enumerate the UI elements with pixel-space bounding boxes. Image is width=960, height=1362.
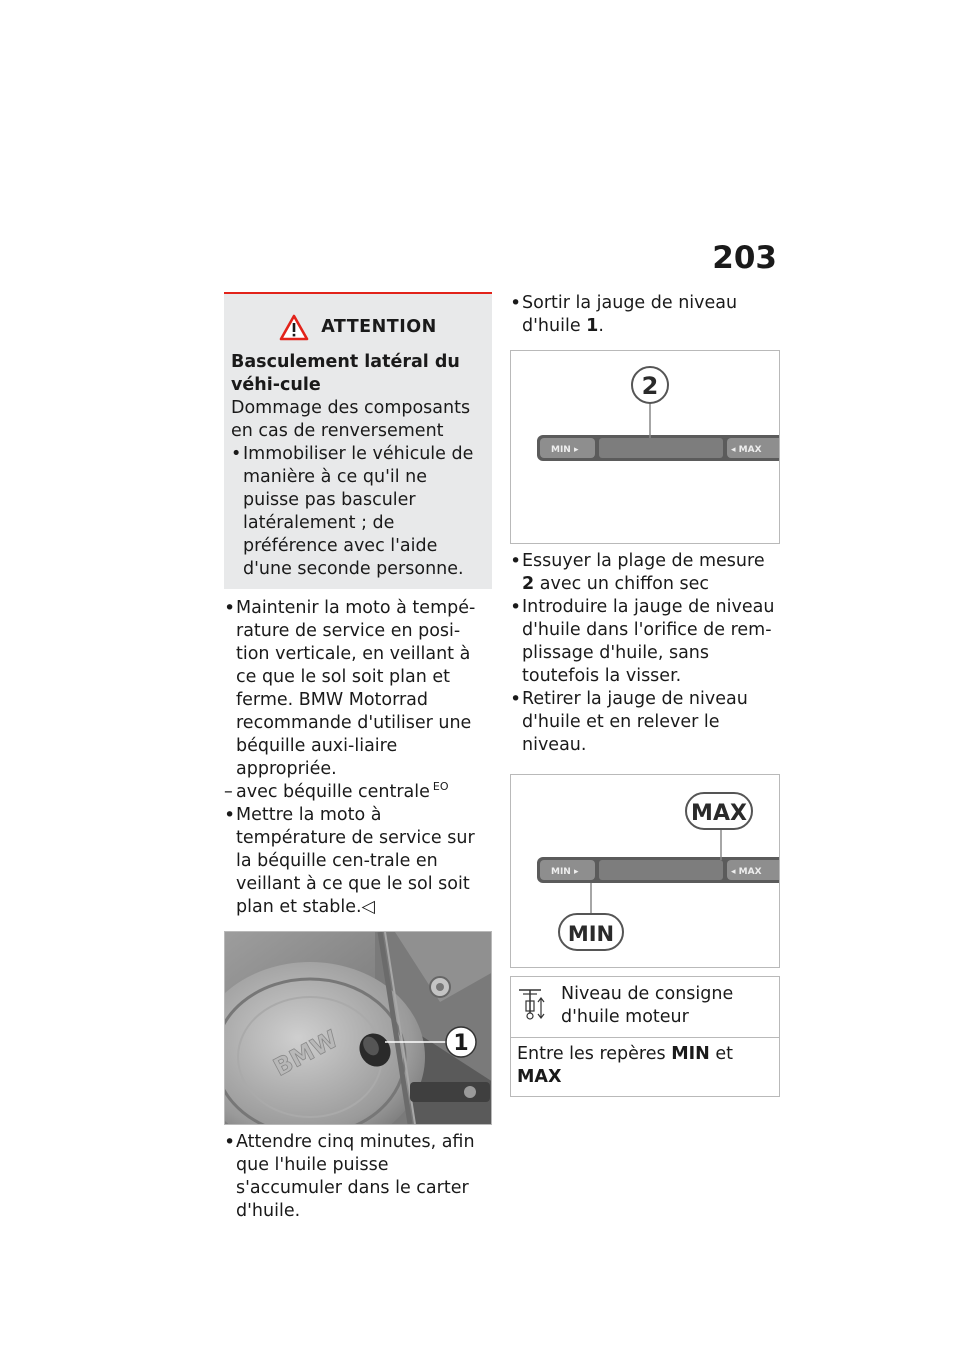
warning-action: • Immobiliser le véhicule de manière à ce qu'il ne puisse pas basculer latéralement ; de préférence avec l'aide d'une seconde personne.	[231, 443, 485, 581]
warning-description: Dommage des composants en cas de renversement	[231, 398, 471, 441]
oil-dipstick-icon	[517, 987, 547, 1021]
step-center-stand-text: Mettre la moto à température de service sur la béquille cen-trale en veillant à ce que le sol soit plan et stable.	[236, 805, 475, 917]
spec-label-row	[511, 977, 779, 1038]
dipstick-figure-2	[510, 774, 780, 968]
warning-box	[224, 292, 492, 589]
step-wipe-text: Essuyer la plage de mesure	[522, 551, 765, 571]
dipstick1-max-label: ◂ MAX	[731, 445, 762, 455]
right-column	[510, 292, 780, 1097]
spec-value-max: MAX	[517, 1067, 562, 1087]
condition-center-stand	[224, 781, 492, 804]
dipstick-figure-1	[510, 350, 780, 544]
page-number: 203	[712, 240, 777, 276]
warning-triangle-icon	[279, 314, 309, 341]
step-insert: • Introduire la jauge de niveau d'huile dans l'orifice de rem-plissage d'huile, sans toutefois la visser.	[510, 596, 780, 688]
spec-value-mid: et	[715, 1044, 733, 1064]
step-center-stand	[224, 804, 492, 919]
engine-photo	[224, 931, 492, 1125]
step-wipe-ref: 2	[522, 574, 535, 594]
dipstick-drawing-2	[511, 775, 780, 967]
step-wait: • Attendre cinq minutes, afin que l'huile puisse s'accumuler dans le carter d'huile.	[224, 1131, 492, 1223]
end-mark: ◁	[361, 897, 376, 917]
spec-value-prefix: Entre les repères	[517, 1044, 666, 1064]
dipstick2-min-label: MIN ▸	[551, 867, 579, 877]
dipstick-drawing-1	[511, 351, 780, 543]
step-wipe	[510, 550, 780, 596]
step-hold-upright: • Maintenir la moto à tempé-rature de service en posi-tion verticale, en veillant à ce que le sol soit plan et ferme. BMW Motorrad recommande d'utiliser une béquille auxi-liaire appropriée.	[224, 597, 492, 781]
left-column	[224, 292, 492, 1223]
step-wipe-text-end: avec un chiffon sec	[539, 574, 710, 594]
engine-logo: BMW	[268, 1024, 343, 1082]
dipstick2-max-label: ◂ MAX	[731, 867, 762, 877]
photo-callout-1: 1	[453, 1031, 469, 1056]
condition-text: avec béquille centrale	[236, 782, 430, 802]
engine-photo-drawing	[225, 932, 492, 1124]
step-read-level: • Retirer la jauge de niveau d'huile et en relever le niveau.	[510, 688, 780, 757]
step-remove-ref: 1	[586, 316, 599, 336]
dipstick2-callout-max: MAX	[691, 801, 747, 826]
step-remove-text: Sortir la jauge de niveau d'huile	[522, 293, 738, 336]
dipstick2-callout-min: MIN	[567, 922, 615, 946]
warning-header	[231, 314, 485, 341]
warning-heading: Basculement latéral du véhi-cule	[231, 352, 460, 395]
dipstick1-min-label: MIN ▸	[551, 445, 579, 455]
spec-value-min: MIN	[671, 1044, 710, 1064]
step-remove-dipstick: • Sortir la jauge de niveau d'huile 1.	[510, 292, 780, 338]
dipstick1-callout-2: 2	[641, 372, 659, 400]
condition-sup: EO	[432, 780, 449, 793]
spec-label: Niveau de consigne d'huile moteur	[561, 984, 734, 1027]
spec-table	[510, 976, 780, 1097]
warning-title: ATTENTION	[321, 317, 437, 337]
spec-value-row	[511, 1038, 779, 1096]
